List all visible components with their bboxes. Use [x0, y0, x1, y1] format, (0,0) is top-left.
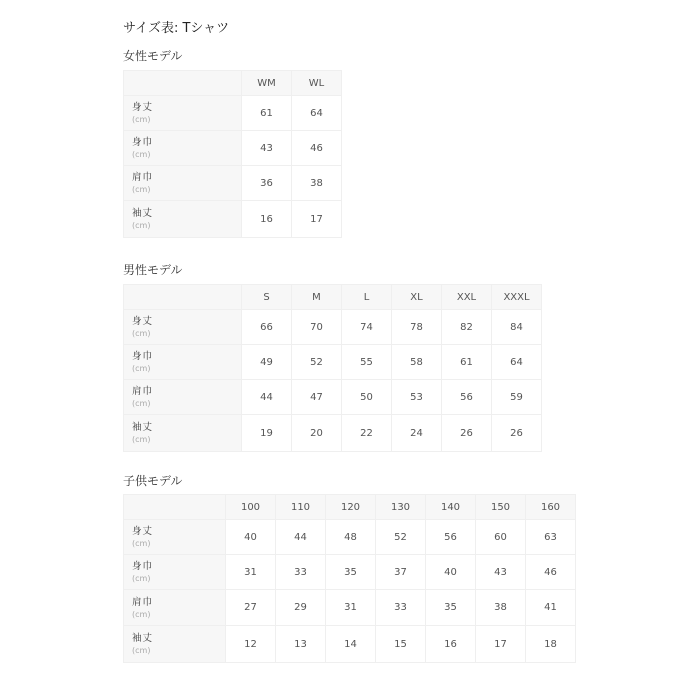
value-cell: 43	[476, 555, 526, 590]
measurement-label-cell	[124, 590, 226, 626]
value-cell: 35	[326, 555, 376, 590]
measurement-label-cell	[124, 520, 226, 555]
measurement-label-cell	[124, 380, 242, 415]
value-cell: 14	[326, 626, 376, 663]
value-cell: 31	[226, 555, 276, 590]
page-title: サイズ表: Tシャツ	[123, 21, 230, 36]
table-row	[124, 345, 542, 380]
table-row	[124, 415, 542, 452]
measurement-label: 肩巾	[132, 172, 154, 183]
value-cell: 16	[426, 626, 476, 663]
value-cell: 78	[392, 310, 442, 345]
value-cell: 41	[526, 590, 576, 626]
value-cell: 36	[242, 166, 292, 201]
measurement-label: 袖丈	[132, 422, 154, 433]
value-cell: 43	[242, 131, 292, 166]
value-cell: 44	[276, 520, 326, 555]
measurement-label: 身丈	[132, 316, 154, 327]
measurement-label-cell	[124, 131, 242, 166]
measurement-unit: (cm)	[132, 399, 151, 408]
section-title-women: 女性モデル	[123, 49, 183, 63]
value-cell: 22	[342, 415, 392, 452]
measurement-label: 袖丈	[132, 208, 154, 219]
value-cell: 48	[326, 520, 376, 555]
value-cell: 61	[242, 96, 292, 131]
section-title-men: 男性モデル	[123, 263, 183, 277]
value-cell: 66	[242, 310, 292, 345]
value-cell: 64	[292, 96, 342, 131]
measurement-label-cell	[124, 345, 242, 380]
table-row	[124, 166, 342, 201]
value-cell: 16	[242, 201, 292, 238]
value-cell: 17	[292, 201, 342, 238]
size-column-header: 150	[476, 495, 526, 520]
value-cell: 49	[242, 345, 292, 380]
value-cell: 63	[526, 520, 576, 555]
measurement-label: 身巾	[132, 351, 154, 362]
value-cell: 40	[426, 555, 476, 590]
measurement-unit: (cm)	[132, 115, 151, 124]
measurement-label: 肩巾	[132, 596, 154, 608]
measurement-label: 身丈	[132, 526, 154, 537]
value-cell: 20	[292, 415, 342, 452]
measurement-unit: (cm)	[132, 364, 151, 373]
measurement-unit: (cm)	[132, 609, 151, 619]
header-row	[124, 285, 542, 310]
value-cell: 13	[276, 626, 326, 663]
measurement-unit: (cm)	[132, 435, 151, 444]
corner-cell	[124, 495, 226, 520]
value-cell: 70	[292, 310, 342, 345]
table-row	[124, 555, 576, 590]
value-cell: 37	[376, 555, 426, 590]
value-cell: 60	[476, 520, 526, 555]
table-row	[124, 310, 542, 345]
value-cell: 27	[226, 590, 276, 626]
corner-cell	[124, 285, 242, 310]
value-cell: 61	[442, 345, 492, 380]
value-cell: 18	[526, 626, 576, 663]
value-cell: 53	[392, 380, 442, 415]
measurement-label-cell	[124, 201, 242, 238]
header-row	[124, 71, 342, 96]
size-column-header: S	[242, 285, 292, 310]
value-cell: 33	[376, 590, 426, 626]
measurement-label-cell	[124, 415, 242, 452]
value-cell: 38	[292, 166, 342, 201]
measurement-unit: (cm)	[132, 150, 151, 159]
measurement-label: 身巾	[132, 137, 154, 148]
value-cell: 82	[442, 310, 492, 345]
size-column-header: L	[342, 285, 392, 310]
size-column-header: 120	[326, 495, 376, 520]
value-cell: 40	[226, 520, 276, 555]
value-cell: 55	[342, 345, 392, 380]
value-cell: 46	[292, 131, 342, 166]
table-row	[124, 96, 342, 131]
size-column-header: XXL	[442, 285, 492, 310]
value-cell: 59	[492, 380, 542, 415]
value-cell: 58	[392, 345, 442, 380]
measurement-unit: (cm)	[132, 329, 151, 338]
size-column-header: 100	[226, 495, 276, 520]
value-cell: 52	[376, 520, 426, 555]
corner-cell	[124, 71, 242, 96]
size-column-header: WL	[292, 71, 342, 96]
size-column-header: XXXL	[492, 285, 542, 310]
table-row	[124, 590, 576, 626]
measurement-label: 身丈	[132, 102, 154, 113]
measurement-unit: (cm)	[132, 221, 151, 230]
table-row	[124, 520, 576, 555]
value-cell: 15	[376, 626, 426, 663]
value-cell: 24	[392, 415, 442, 452]
header-row	[124, 495, 576, 520]
measurement-label: 袖丈	[132, 633, 154, 644]
value-cell: 19	[242, 415, 292, 452]
size-column-header: 110	[276, 495, 326, 520]
measurement-unit: (cm)	[132, 539, 151, 548]
value-cell: 26	[492, 415, 542, 452]
measurement-unit: (cm)	[132, 185, 151, 194]
value-cell: 84	[492, 310, 542, 345]
measurement-label-cell	[124, 555, 226, 590]
size-column-header: WM	[242, 71, 292, 96]
value-cell: 12	[226, 626, 276, 663]
measurement-label-cell	[124, 310, 242, 345]
size-column-header: 130	[376, 495, 426, 520]
measurement-label-cell	[124, 166, 242, 201]
section-title-kids: 子供モデル	[123, 474, 183, 488]
value-cell: 56	[426, 520, 476, 555]
value-cell: 31	[326, 590, 376, 626]
size-column-header: M	[292, 285, 342, 310]
value-cell: 29	[276, 590, 326, 626]
table-row	[124, 380, 542, 415]
measurement-unit: (cm)	[132, 646, 151, 655]
value-cell: 47	[292, 380, 342, 415]
size-column-header: XL	[392, 285, 442, 310]
table-row	[124, 626, 576, 663]
value-cell: 44	[242, 380, 292, 415]
size-table-men	[123, 284, 542, 452]
size-table-kids	[123, 494, 576, 663]
value-cell: 50	[342, 380, 392, 415]
size-column-header: 140	[426, 495, 476, 520]
value-cell: 17	[476, 626, 526, 663]
measurement-unit: (cm)	[132, 574, 151, 583]
table-row	[124, 201, 342, 238]
measurement-label: 身巾	[132, 561, 154, 572]
value-cell: 46	[526, 555, 576, 590]
value-cell: 74	[342, 310, 392, 345]
value-cell: 38	[476, 590, 526, 626]
value-cell: 52	[292, 345, 342, 380]
value-cell: 33	[276, 555, 326, 590]
size-column-header: 160	[526, 495, 576, 520]
size-table-women	[123, 70, 342, 238]
value-cell: 64	[492, 345, 542, 380]
measurement-label-cell	[124, 626, 226, 663]
value-cell: 26	[442, 415, 492, 452]
measurement-label: 肩巾	[132, 386, 154, 397]
value-cell: 35	[426, 590, 476, 626]
measurement-label-cell	[124, 96, 242, 131]
value-cell: 56	[442, 380, 492, 415]
table-row	[124, 131, 342, 166]
